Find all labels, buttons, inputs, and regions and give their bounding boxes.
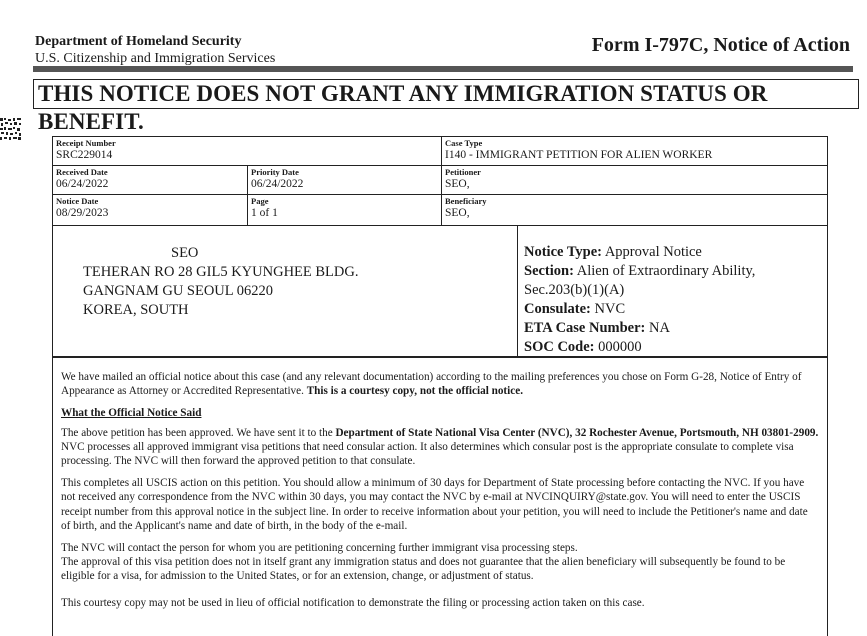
petitioner-value: SEO, xyxy=(445,178,470,190)
soc-label: SOC Code: xyxy=(524,339,595,355)
section-value: Alien of Extraordinary Ability, xyxy=(576,263,756,279)
beneficiary-cell xyxy=(442,195,827,225)
page-cell xyxy=(248,195,442,225)
case-type-cell xyxy=(442,137,827,165)
notice-type-label: Notice Type: xyxy=(524,244,602,260)
status-banner: THIS NOTICE DOES NOT GRANT ANY IMMIGRATION STATUS OR BENEFIT. xyxy=(33,79,859,109)
agency-name: U.S. Citizenship and Immigration Services xyxy=(35,51,276,66)
receipt-number-cell xyxy=(53,137,442,165)
notice-info xyxy=(518,226,827,356)
paragraph-mailing-text: We have mailed an official notice about this case (and any relevant documentation) according to the mailing preferences you chose on Form G-28, Notice of Entry of Appearance as Attorney or Accredited Representative. xyxy=(61,371,802,398)
receipt-number-label: Receipt Number xyxy=(56,138,116,148)
grid-row-receipt xyxy=(53,137,827,166)
department-name: Department of Homeland Security xyxy=(35,34,242,49)
eta-label: ETA Case Number: xyxy=(524,320,646,336)
nvc-address: Department of State National Visa Center (NVC), 32 Rochester Avenue, Portsmouth, NH 03801-2909. xyxy=(335,426,819,439)
form-title: Form I-797C, Notice of Action xyxy=(591,34,850,56)
barcode-icon xyxy=(0,118,22,140)
page-label: Page xyxy=(251,196,269,206)
priority-date-value: 06/24/2022 xyxy=(251,178,304,190)
paragraph-approval xyxy=(61,426,819,469)
mailing-address xyxy=(53,226,518,356)
notice-date-cell xyxy=(53,195,248,225)
priority-date-cell xyxy=(248,166,442,194)
notice-date-label: Notice Date xyxy=(56,196,99,206)
grid-row-dates xyxy=(53,166,827,195)
received-date-value: 06/24/2022 xyxy=(56,178,109,190)
section-value-2: Sec.203(b)(1)(A) xyxy=(524,282,625,298)
agency-header xyxy=(35,33,275,67)
address-line-3: KOREA, SOUTH xyxy=(83,302,189,318)
case-type-label: Case Type xyxy=(445,138,483,148)
eta-value: NA xyxy=(649,320,670,336)
case-info-grid xyxy=(52,136,828,358)
receipt-number-value: SRC229014 xyxy=(56,149,113,161)
petitioner-cell xyxy=(442,166,827,194)
address-line-2: GANGNAM GU SEOUL 06220 xyxy=(83,283,273,299)
approval-text-b: NVC processes all approved immigrant visa petitions that need consular action. It also determines which consular post is the appropriate consulate to complete visa processing. The NVC will then forward the approved petition to that consulate. xyxy=(61,440,794,468)
notice-type-value: Approval Notice xyxy=(604,244,702,260)
header-divider xyxy=(33,66,853,72)
petitioner-label: Petitioner xyxy=(445,167,481,177)
notice-body xyxy=(52,356,828,636)
paragraph-uscis-action: This completes all USCIS action on this petition. You should allow a minimum of 30 days for Department of State processing before contacting the NVC. If you have not received any correspondence from the NVC within 30 days, you may contact the NVC by e-mail at NVCINQUIRY@state.gov. You will need to enter the USCIS receipt number from this approval notice in the subject line. In order to receive information about your petition, you will need to include the Petitioner's name and date of birth, and the Applicant's name and date of birth, in the body of the e-mail. xyxy=(61,477,808,532)
grid-row-notice xyxy=(53,195,827,226)
paragraph-nvc-contact xyxy=(61,541,819,584)
case-type-value: I140 - IMMIGRANT PETITION FOR ALIEN WORKER xyxy=(445,149,713,161)
consulate-label: Consulate: xyxy=(524,301,591,317)
soc-value: 000000 xyxy=(598,339,642,355)
approval-text-a: The above petition has been approved. We have sent it to the xyxy=(61,426,333,439)
paragraph-mailing xyxy=(61,370,819,398)
priority-date-label: Priority Date xyxy=(251,167,299,177)
received-date-cell xyxy=(53,166,248,194)
section-heading: What the Official Notice Said xyxy=(61,407,202,420)
notice-date-value: 08/29/2023 xyxy=(56,207,109,219)
page-value: 1 of 1 xyxy=(251,207,278,219)
address-name: SEO xyxy=(171,245,199,261)
received-date-label: Received Date xyxy=(56,167,108,177)
beneficiary-label: Beneficiary xyxy=(445,196,487,206)
paragraph-courtesy-limit: This courtesy copy may not be used in lieu of official notification to demonstrate the filing or processing action taken on this case. xyxy=(61,596,645,609)
beneficiary-value: SEO, xyxy=(445,207,470,219)
courtesy-copy-note: This is a courtesy copy, not the official notice. xyxy=(306,385,523,398)
approval-disclaimer: The approval of this visa petition does not in itself grant any immigration status and does not guarantee that the alien beneficiary will subsequently be found to be eligible for a visa, for admission to the United States, or for an extension, change, or adjustment of status. xyxy=(61,556,786,583)
section-label: Section: xyxy=(524,263,574,279)
address-line-1: TEHERAN RO 28 GIL5 KYUNGHEE BLDG. xyxy=(83,264,359,280)
consulate-value: NVC xyxy=(594,301,626,317)
address-notice-area xyxy=(53,226,827,357)
nvc-contact-text: The NVC will contact the person for whom you are petitioning concerning further immigrant visa processing steps. xyxy=(61,542,578,555)
